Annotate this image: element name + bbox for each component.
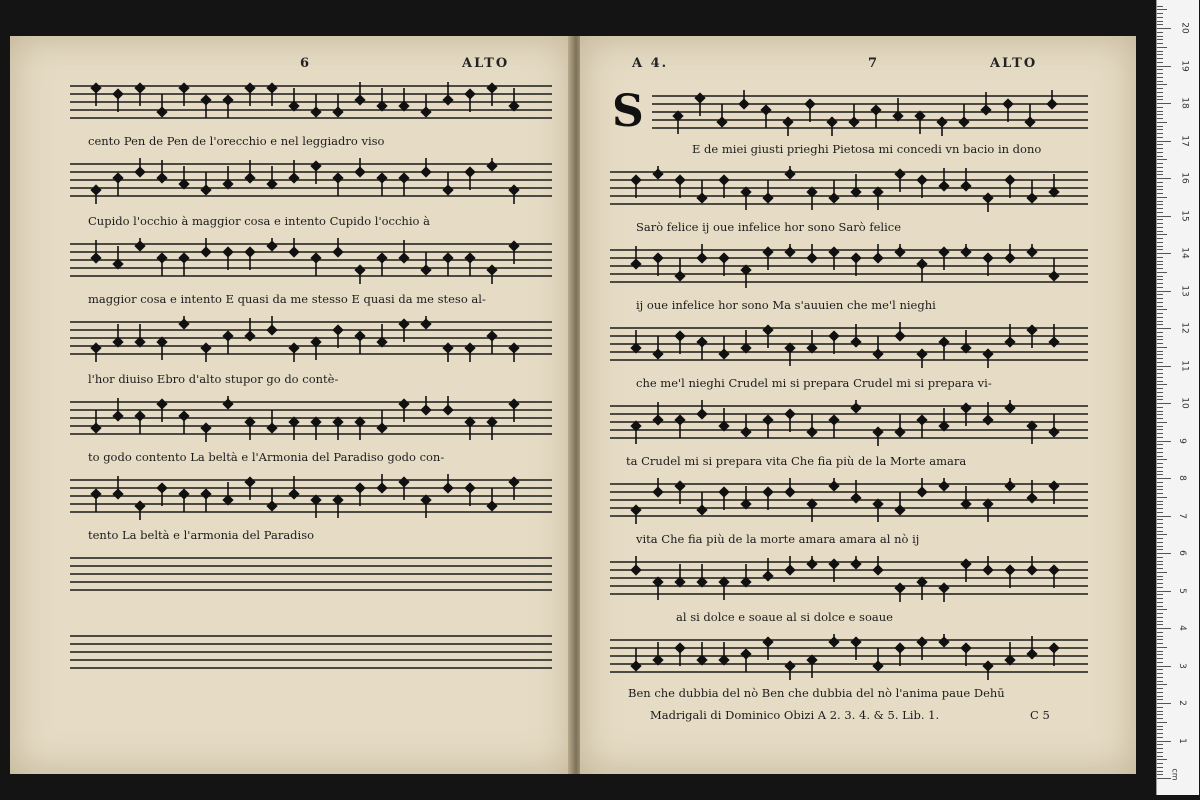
ruler-tick bbox=[1157, 242, 1163, 243]
ruler-tick bbox=[1157, 456, 1163, 457]
ruler-tick bbox=[1157, 347, 1167, 348]
left-lyric-3: maggior cosa e intento E quasi da me stesso E quasi da me steso al- bbox=[88, 292, 486, 306]
ruler-tick bbox=[1157, 444, 1163, 445]
ruler-tick bbox=[1157, 249, 1163, 250]
ruler-tick bbox=[1157, 654, 1163, 655]
right-staff-3 bbox=[610, 244, 1088, 290]
left-staff-2 bbox=[70, 158, 552, 204]
ruler-tick bbox=[1157, 152, 1163, 153]
right-staff-6 bbox=[610, 478, 1088, 524]
ruler-number: 19 bbox=[1179, 59, 1190, 72]
ruler-tick bbox=[1157, 339, 1163, 340]
ruler-unit: cm bbox=[1170, 768, 1180, 781]
ruler-tick bbox=[1157, 722, 1167, 723]
ruler-tick bbox=[1157, 714, 1163, 715]
ruler-tick bbox=[1157, 403, 1171, 404]
ruler-tick bbox=[1157, 21, 1163, 22]
ruler-tick bbox=[1157, 602, 1163, 603]
ruler-tick bbox=[1157, 388, 1163, 389]
ruler-tick bbox=[1157, 553, 1171, 554]
ruler-tick bbox=[1157, 384, 1167, 385]
footer-signature: C 5 bbox=[1030, 708, 1050, 722]
ruler-tick bbox=[1157, 324, 1163, 325]
ruler-tick bbox=[1157, 512, 1163, 513]
ruler-tick bbox=[1157, 658, 1163, 659]
ruler-tick bbox=[1157, 62, 1163, 63]
ruler-tick bbox=[1157, 122, 1167, 123]
ruler-tick bbox=[1157, 677, 1163, 678]
ruler-tick bbox=[1157, 261, 1163, 262]
ruler-tick bbox=[1157, 684, 1167, 685]
ruler-tick bbox=[1157, 778, 1171, 779]
ruler-tick bbox=[1157, 373, 1163, 374]
ruler-tick bbox=[1157, 193, 1163, 194]
ruler-tick bbox=[1157, 478, 1171, 479]
left-staff-1 bbox=[70, 80, 552, 126]
left-staff-3 bbox=[70, 238, 552, 284]
ruler-tick bbox=[1157, 6, 1163, 7]
right-lyric-5: ta Crudel mi si prepara vita Che fia più de la Morte amara bbox=[626, 454, 967, 468]
ruler-number: 16 bbox=[1179, 172, 1190, 184]
ruler-number: 12 bbox=[1179, 322, 1190, 334]
ruler-tick bbox=[1157, 726, 1163, 727]
ruler-number: 7 bbox=[1176, 512, 1187, 519]
ruler-tick bbox=[1157, 174, 1163, 175]
ruler-tick bbox=[1157, 9, 1167, 10]
ruler-tick bbox=[1157, 197, 1167, 198]
ruler-tick bbox=[1157, 47, 1167, 48]
ruler-tick bbox=[1157, 302, 1163, 303]
ruler-tick bbox=[1157, 639, 1163, 640]
ruler-tick bbox=[1157, 549, 1163, 550]
ruler-tick bbox=[1157, 77, 1163, 78]
right-lyric-4: che me'l nieghi Crudel mi si prepara Crudel mi si prepara vi- bbox=[636, 376, 992, 390]
right-lyric-8: Ben che dubbia del nò Ben che dubbia del nò l'anima paue Dehū bbox=[628, 686, 1005, 700]
ruler-tick bbox=[1157, 542, 1163, 543]
ruler-tick bbox=[1157, 531, 1163, 532]
ruler-tick bbox=[1157, 741, 1171, 742]
ruler-tick bbox=[1157, 624, 1163, 625]
ruler-tick bbox=[1157, 309, 1167, 310]
ruler-tick bbox=[1157, 268, 1163, 269]
ruler-tick bbox=[1157, 219, 1163, 220]
ruler-tick bbox=[1157, 471, 1163, 472]
ruler-tick bbox=[1157, 96, 1163, 97]
right-lyric-1: E de miei giusti prieghi Pietosa mi concedi vn bacio in dono bbox=[692, 142, 1042, 156]
ruler-tick bbox=[1157, 527, 1163, 528]
ruler-tick bbox=[1157, 84, 1167, 85]
ruler-tick bbox=[1157, 576, 1163, 577]
ruler-tick bbox=[1157, 231, 1163, 232]
right-staff-1 bbox=[652, 90, 1088, 136]
ruler-tick bbox=[1157, 399, 1163, 400]
ruler-number: 9 bbox=[1176, 437, 1187, 444]
ruler-tick bbox=[1157, 163, 1163, 164]
ruler-tick bbox=[1157, 647, 1167, 648]
ruler-tick bbox=[1157, 711, 1163, 712]
ruler-tick bbox=[1157, 73, 1163, 74]
ruler-tick bbox=[1157, 501, 1163, 502]
ruler-tick bbox=[1157, 54, 1163, 55]
ruler-number: 18 bbox=[1179, 97, 1190, 109]
ruler-tick bbox=[1157, 744, 1163, 745]
measuring-ruler bbox=[1156, 0, 1199, 795]
ruler-tick bbox=[1157, 208, 1163, 209]
ruler-tick bbox=[1157, 583, 1163, 584]
ruler-tick bbox=[1157, 381, 1163, 382]
ruler-tick bbox=[1157, 534, 1167, 535]
ruler-tick bbox=[1157, 306, 1163, 307]
right-lyric-2: Sarò felice ij oue infelice hor sono Sarò felice bbox=[636, 220, 901, 234]
ruler-tick bbox=[1157, 681, 1163, 682]
ruler-tick bbox=[1157, 771, 1163, 772]
ruler-tick bbox=[1157, 246, 1163, 247]
right-staff-2 bbox=[610, 166, 1088, 212]
ruler-tick bbox=[1157, 291, 1171, 292]
ruler-tick bbox=[1157, 426, 1163, 427]
ruler-tick bbox=[1157, 39, 1163, 40]
ruler-tick bbox=[1157, 69, 1163, 70]
ruler-number: 17 bbox=[1179, 134, 1190, 147]
ruler-tick bbox=[1157, 482, 1163, 483]
ruler-tick bbox=[1157, 591, 1171, 592]
ruler-tick bbox=[1157, 351, 1163, 352]
ruler-tick bbox=[1157, 748, 1163, 749]
ruler-tick bbox=[1157, 673, 1163, 674]
ruler-tick bbox=[1157, 58, 1163, 59]
ruler-tick bbox=[1157, 227, 1163, 228]
ruler-tick bbox=[1157, 36, 1163, 37]
left-lyric-1: cento Pen de Pen de l'orecchio e nel leggiadro viso bbox=[88, 134, 385, 148]
right-staff-5 bbox=[610, 400, 1088, 446]
left-lyric-6: tento La beltà e l'armonia del Paradiso bbox=[88, 528, 315, 542]
ruler-tick bbox=[1157, 114, 1163, 115]
ruler-tick bbox=[1157, 279, 1163, 280]
ruler-tick bbox=[1157, 448, 1163, 449]
ruler-tick bbox=[1157, 737, 1163, 738]
footer-title: Madrigali di Dominico Obizi A 2. 3. 4. & 5. Lib. 1. bbox=[650, 708, 940, 722]
ruler-tick bbox=[1157, 283, 1163, 284]
ruler-tick bbox=[1157, 178, 1171, 179]
ruler-tick bbox=[1157, 516, 1171, 517]
right-lyric-7: al si dolce e soaue al si dolce e soaue bbox=[676, 610, 893, 624]
ruler-tick bbox=[1157, 594, 1163, 595]
ruler-tick bbox=[1157, 137, 1163, 138]
ruler-number: 15 bbox=[1179, 209, 1190, 222]
ruler-tick bbox=[1157, 433, 1163, 434]
ruler-tick bbox=[1157, 396, 1163, 397]
ruler-tick bbox=[1157, 257, 1163, 258]
ruler-tick bbox=[1157, 332, 1163, 333]
ruler-tick bbox=[1157, 598, 1163, 599]
right-lyric-3: ij oue infelice hor sono Ma s'auuien che me'l nieghi bbox=[636, 298, 936, 312]
ruler-number: 13 bbox=[1179, 284, 1190, 297]
ruler-tick bbox=[1157, 223, 1163, 224]
ruler-tick bbox=[1157, 489, 1163, 490]
ruler-tick bbox=[1157, 343, 1163, 344]
ruler-tick bbox=[1157, 276, 1163, 277]
ruler-tick bbox=[1157, 422, 1167, 423]
ruler-tick bbox=[1157, 321, 1163, 322]
ruler-tick bbox=[1157, 81, 1163, 82]
ruler-tick bbox=[1157, 118, 1163, 119]
ruler-tick bbox=[1157, 504, 1163, 505]
ruler-number: 5 bbox=[1176, 587, 1187, 594]
ruler-tick bbox=[1157, 287, 1163, 288]
ruler-tick bbox=[1157, 88, 1163, 89]
ruler-tick bbox=[1157, 133, 1163, 134]
ruler-tick bbox=[1157, 699, 1163, 700]
ruler-tick bbox=[1157, 414, 1163, 415]
ruler-tick bbox=[1157, 272, 1167, 273]
ruler-tick bbox=[1157, 328, 1171, 329]
ruler-tick bbox=[1157, 568, 1163, 569]
ruler-number: 11 bbox=[1179, 359, 1190, 372]
ruler-tick bbox=[1157, 126, 1163, 127]
ruler-tick bbox=[1157, 264, 1163, 265]
left-lyric-4: l'hor diuiso Ebro d'alto stupor go do contè- bbox=[88, 372, 339, 386]
ruler-tick bbox=[1157, 358, 1163, 359]
ruler-tick bbox=[1157, 632, 1163, 633]
ruler-tick bbox=[1157, 189, 1163, 190]
ruler-tick bbox=[1157, 452, 1163, 453]
ruler-number: 1 bbox=[1176, 737, 1187, 744]
ruler-number: 8 bbox=[1176, 475, 1187, 481]
ruler-tick bbox=[1157, 617, 1163, 618]
left-voice-label: ALTO bbox=[462, 56, 510, 71]
ruler-tick bbox=[1157, 407, 1163, 408]
ruler-number: 3 bbox=[1176, 662, 1187, 669]
decorated-initial: S bbox=[612, 86, 644, 137]
ruler-tick bbox=[1157, 763, 1163, 764]
ruler-tick bbox=[1157, 418, 1163, 419]
ruler-number: 14 bbox=[1179, 247, 1190, 259]
ruler-tick bbox=[1157, 643, 1163, 644]
ruler-tick bbox=[1157, 729, 1163, 730]
ruler-tick bbox=[1157, 66, 1171, 67]
ruler-tick bbox=[1157, 733, 1163, 734]
ruler-tick bbox=[1157, 201, 1163, 202]
ruler-tick bbox=[1157, 141, 1171, 142]
ruler-tick bbox=[1157, 636, 1163, 637]
ruler-tick bbox=[1157, 148, 1163, 149]
ruler-tick bbox=[1157, 253, 1171, 254]
ruler-tick bbox=[1157, 497, 1167, 498]
ruler-tick bbox=[1157, 369, 1163, 370]
ruler-number: 10 bbox=[1179, 397, 1190, 409]
ruler-tick bbox=[1157, 651, 1163, 652]
left-page-number: 6 bbox=[300, 56, 312, 71]
ruler-tick bbox=[1157, 212, 1163, 213]
ruler-tick bbox=[1157, 666, 1171, 667]
ruler-tick bbox=[1157, 493, 1163, 494]
ruler-tick bbox=[1157, 441, 1171, 442]
ruler-tick bbox=[1157, 718, 1163, 719]
ruler-tick bbox=[1157, 474, 1163, 475]
left-staff-5 bbox=[70, 396, 552, 442]
right-lyric-6: vita Che fia più de la morte amara amara al nò ij bbox=[636, 532, 920, 546]
right-staff-8 bbox=[610, 634, 1088, 680]
ruler-tick bbox=[1157, 411, 1163, 412]
ruler-tick bbox=[1157, 759, 1167, 760]
ruler-tick bbox=[1157, 429, 1163, 430]
ruler-tick bbox=[1157, 508, 1163, 509]
ruler-tick bbox=[1157, 362, 1163, 363]
ruler-tick bbox=[1157, 557, 1163, 558]
ruler-tick bbox=[1157, 628, 1171, 629]
ruler-tick bbox=[1157, 606, 1163, 607]
ruler-tick bbox=[1157, 171, 1163, 172]
ruler-tick bbox=[1157, 572, 1167, 573]
left-staff-4 bbox=[70, 316, 552, 362]
ruler-tick bbox=[1157, 32, 1163, 33]
ruler-tick bbox=[1157, 538, 1163, 539]
ruler-tick bbox=[1157, 774, 1163, 775]
ruler-tick bbox=[1157, 767, 1163, 768]
ruler-tick bbox=[1157, 437, 1163, 438]
ruler-tick bbox=[1157, 587, 1163, 588]
ruler-tick bbox=[1157, 24, 1163, 25]
right-voice-label: ALTO bbox=[990, 56, 1038, 71]
ruler-tick bbox=[1157, 579, 1163, 580]
ruler-tick bbox=[1157, 459, 1167, 460]
ruler-tick bbox=[1157, 156, 1163, 157]
ruler-tick bbox=[1157, 144, 1163, 145]
ruler-tick bbox=[1157, 609, 1167, 610]
ruler-tick bbox=[1157, 159, 1167, 160]
ruler-tick bbox=[1157, 317, 1163, 318]
ruler-tick bbox=[1157, 392, 1163, 393]
ruler-tick bbox=[1157, 621, 1163, 622]
ruler-tick bbox=[1157, 546, 1163, 547]
ruler-tick bbox=[1157, 692, 1163, 693]
ruler-tick bbox=[1157, 216, 1171, 217]
ruler-tick bbox=[1157, 354, 1163, 355]
ruler-tick bbox=[1157, 564, 1163, 565]
ruler-number: 2 bbox=[1176, 700, 1187, 706]
ruler-tick bbox=[1157, 111, 1163, 112]
ruler-tick bbox=[1157, 707, 1163, 708]
ruler-tick bbox=[1157, 366, 1171, 367]
ruler-tick bbox=[1157, 182, 1163, 183]
ruler-number: 6 bbox=[1176, 550, 1187, 556]
ruler-tick bbox=[1157, 486, 1163, 487]
ruler-tick bbox=[1157, 43, 1163, 44]
ruler-tick bbox=[1157, 51, 1163, 52]
ruler-tick bbox=[1157, 688, 1163, 689]
right-signature-mark: A 4. bbox=[632, 56, 669, 71]
ruler-number: 4 bbox=[1176, 625, 1187, 631]
ruler-tick bbox=[1157, 28, 1171, 29]
ruler-tick bbox=[1157, 377, 1163, 378]
ruler-tick bbox=[1157, 669, 1163, 670]
ruler-tick bbox=[1157, 463, 1163, 464]
ruler-tick bbox=[1157, 313, 1163, 314]
ruler-tick bbox=[1157, 703, 1171, 704]
ruler-tick bbox=[1157, 167, 1163, 168]
ruler-tick bbox=[1157, 234, 1167, 235]
ruler-tick bbox=[1157, 238, 1163, 239]
ruler-tick bbox=[1157, 696, 1163, 697]
ruler-tick bbox=[1157, 756, 1163, 757]
ruler-tick bbox=[1157, 107, 1163, 108]
ruler-tick bbox=[1157, 561, 1163, 562]
left-lyric-5: to godo contento La beltà e l'Armonia del Paradiso godo con- bbox=[88, 450, 445, 464]
ruler-tick bbox=[1157, 294, 1163, 295]
ruler-tick bbox=[1157, 99, 1163, 100]
left-lyric-2: Cupido l'occhio à maggior cosa e intento Cupido l'occhio à bbox=[88, 214, 430, 228]
ruler-number: 20 bbox=[1179, 22, 1190, 34]
left-staff-8-empty bbox=[70, 630, 552, 676]
ruler-tick bbox=[1157, 336, 1163, 337]
ruler-tick bbox=[1157, 752, 1163, 753]
ruler-tick bbox=[1157, 13, 1163, 14]
left-staff-6 bbox=[70, 474, 552, 520]
ruler-tick bbox=[1157, 298, 1163, 299]
ruler-tick bbox=[1157, 523, 1163, 524]
right-staff-7 bbox=[610, 556, 1088, 602]
right-page-number: 7 bbox=[868, 56, 880, 71]
ruler-tick bbox=[1157, 613, 1163, 614]
ruler-tick bbox=[1157, 17, 1163, 18]
ruler-tick bbox=[1157, 662, 1163, 663]
ruler-tick bbox=[1157, 204, 1163, 205]
left-staff-7-empty bbox=[70, 552, 552, 598]
ruler-tick bbox=[1157, 186, 1163, 187]
ruler-tick bbox=[1157, 92, 1163, 93]
ruler-tick bbox=[1157, 129, 1163, 130]
ruler-tick bbox=[1157, 103, 1171, 104]
ruler-tick bbox=[1157, 467, 1163, 468]
right-staff-4 bbox=[610, 322, 1088, 368]
ruler-tick bbox=[1157, 519, 1163, 520]
